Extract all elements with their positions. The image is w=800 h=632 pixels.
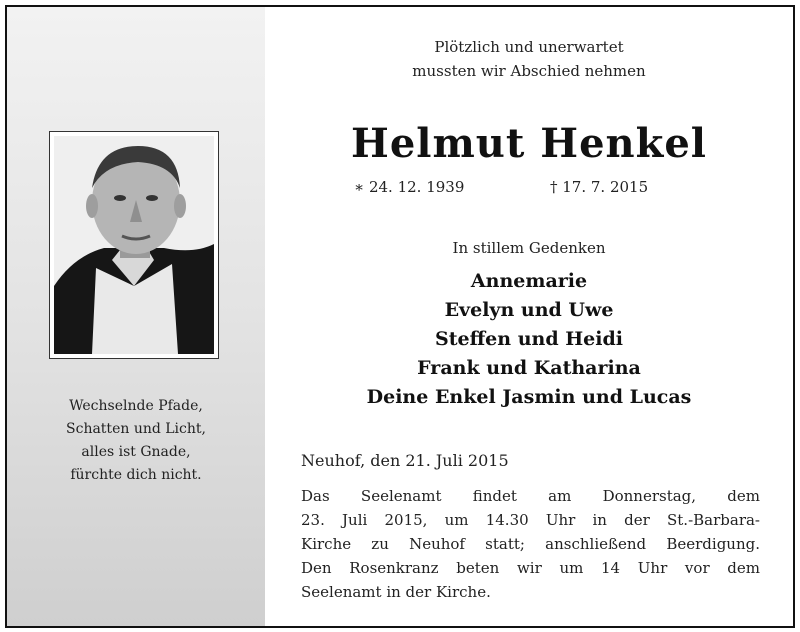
service-line: Den Rosenkranz beten wir um 14 Uhr vor dem	[301, 559, 760, 577]
intro-line: Plötzlich und unerwartet	[434, 38, 624, 56]
intro-text	[265, 35, 793, 83]
place-and-date: Neuhof, den 21. Juli 2015	[301, 451, 509, 470]
service-details	[301, 484, 760, 604]
quote-line: Schatten und Licht,	[66, 421, 206, 437]
service-line: Das Seelenamt findet am Donnerstag, dem	[301, 487, 760, 505]
mourner-name: Deine Enkel Jasmin und Lucas	[366, 386, 692, 408]
mourner-name: Annemarie	[470, 270, 588, 292]
portrait-image	[54, 136, 214, 354]
death-date: † 17. 7. 2015	[550, 178, 649, 196]
in-memory-heading: In stillem Gedenken	[452, 239, 606, 257]
mourner-name: Frank und Katharina	[417, 357, 641, 379]
quote-line: Wechselnde Pfade,	[69, 398, 203, 414]
service-line: 23. Juli 2015, um 14.30 Uhr in der St.-Barbara-	[301, 511, 760, 529]
mourner-name: Evelyn und Uwe	[444, 299, 614, 321]
mourners-list	[265, 267, 793, 412]
left-panel	[7, 7, 265, 626]
birth-date: ∗ 24. 12. 1939	[354, 178, 465, 196]
portrait-photo	[54, 136, 214, 354]
service-line: Seelenamt in der Kirche.	[301, 583, 491, 601]
quote-line: fürchte dich nicht.	[70, 467, 202, 483]
quote-line: alles ist Gnade,	[81, 444, 191, 460]
main-panel	[265, 7, 793, 626]
deceased-name: Helmut Henkel	[351, 120, 707, 167]
service-line: Kirche zu Neuhof statt; anschließend Beerdigung.	[301, 535, 760, 553]
portrait-photo-frame	[49, 131, 219, 359]
obituary-card	[5, 5, 795, 628]
quote-verse	[7, 395, 265, 487]
intro-line: mussten wir Abschied nehmen	[412, 62, 646, 80]
mourner-name: Steffen und Heidi	[435, 328, 623, 350]
